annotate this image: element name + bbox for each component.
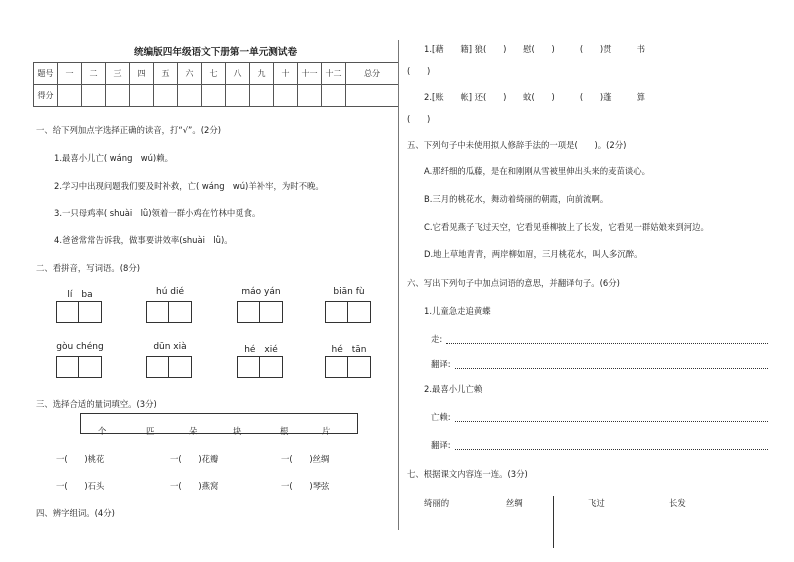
measure-word-box xyxy=(80,413,358,434)
score-header-label: 题号 xyxy=(34,63,58,85)
score-cell[interactable] xyxy=(106,85,130,107)
pinyin-word-group xyxy=(325,287,373,325)
section1-item: 3.一只母鸡率( shuài lǜ)领着一群小鸡在竹林中觅食。 xyxy=(54,208,261,218)
pinyin-word-group xyxy=(237,287,285,325)
pinyin-label: gòu chéng xyxy=(56,342,104,352)
pinyin-label: biān fù xyxy=(333,287,365,297)
score-table xyxy=(33,62,399,107)
score-col: 八 xyxy=(226,63,250,85)
score-table-header-row xyxy=(34,63,399,85)
section4-heading: 四、辨字组词。(4分) xyxy=(36,508,115,518)
answer-box[interactable] xyxy=(56,301,79,323)
measure-word: 片 xyxy=(322,426,331,436)
answer-box[interactable] xyxy=(325,356,348,378)
section3-heading: 三、选择合适的量词填空。(3分) xyxy=(36,399,157,409)
fill-item: 一( )石头 xyxy=(56,481,105,491)
pinyin-word-group xyxy=(56,342,104,380)
answer-box[interactable] xyxy=(79,301,102,323)
measure-word: 根 xyxy=(280,426,289,436)
match-word[interactable]: 绮丽的 xyxy=(424,498,450,508)
score-table-score-row xyxy=(34,85,399,107)
answer-line[interactable] xyxy=(455,449,768,450)
score-cell[interactable] xyxy=(322,85,346,107)
answer-box[interactable] xyxy=(348,301,371,323)
answer-line[interactable] xyxy=(455,368,768,369)
fill-item: 一( )花瓣 xyxy=(170,454,219,464)
pinyin-word-group xyxy=(146,287,194,325)
pinyin-word-group xyxy=(325,342,373,380)
answer-label: 翻译: xyxy=(431,359,451,369)
score-cell[interactable] xyxy=(250,85,274,107)
right-q1-line: 1.[藉 籍] 狼( ) 慰( ) ( )贯 书 xyxy=(424,44,646,54)
match-word[interactable]: 长发 xyxy=(669,498,686,508)
column-divider xyxy=(398,40,399,530)
pinyin-label: hé xié xyxy=(244,345,278,355)
score-col: 四 xyxy=(130,63,154,85)
score-col: 七 xyxy=(202,63,226,85)
score-col: 六 xyxy=(178,63,202,85)
page-title: 统编版四年级语文下册第一单元测试卷 xyxy=(134,47,298,58)
right-q1-line: ( ) xyxy=(407,114,431,124)
score-cell[interactable] xyxy=(154,85,178,107)
pinyin-label: dūn xià xyxy=(153,342,187,352)
section5-heading: 五、下列句子中未使用拟人修辞手法的一项是( )。(2分) xyxy=(407,140,627,150)
section5-option: A.那纤细的瓜藤，是在和刚刚从雪被里伸出头来的麦苗谈心。 xyxy=(424,166,650,176)
section5-option: C.它看见燕子飞过天空，它看见垂柳披上了长发，它看见一群姑娘来到河边。 xyxy=(424,222,709,232)
answer-line[interactable] xyxy=(446,343,768,344)
answer-box[interactable] xyxy=(237,301,260,323)
section1-item: 2.学习中出现问题我们要及时补救，亡( wáng wú)羊补牢，为时不晚。 xyxy=(54,181,324,191)
section1-item: 4.爸爸常常告诉我，做事要讲效率(shuài lǜ)。 xyxy=(54,235,233,245)
answer-label: 翻译: xyxy=(431,440,451,450)
measure-word: 块 xyxy=(233,426,242,436)
section6-heading: 六、写出下列句子中加点词语的意思，并翻译句子。(6分) xyxy=(407,278,620,288)
score-cell[interactable] xyxy=(178,85,202,107)
score-cell[interactable] xyxy=(274,85,298,107)
score-cell[interactable] xyxy=(226,85,250,107)
match-word[interactable]: 飞过 xyxy=(588,498,605,508)
measure-word: 个 xyxy=(98,426,107,436)
section6-item: 2.最喜小儿亡赖 xyxy=(424,384,483,394)
answer-box[interactable] xyxy=(325,301,348,323)
answer-box[interactable] xyxy=(237,356,260,378)
pinyin-label: máo yán xyxy=(241,287,281,297)
answer-box[interactable] xyxy=(260,356,283,378)
pinyin-word-group xyxy=(237,342,285,380)
score-total-cell[interactable] xyxy=(346,85,399,107)
section2-heading: 二、看拼音，写词语。(8分) xyxy=(36,263,140,273)
fill-item: 一( )琴弦 xyxy=(281,481,330,491)
score-col: 五 xyxy=(154,63,178,85)
measure-word: 朵 xyxy=(189,426,198,436)
score-col: 十二 xyxy=(322,63,346,85)
section7-heading: 七、根据课文内容连一连。(3分) xyxy=(407,469,528,479)
score-col: 一 xyxy=(58,63,82,85)
answer-label: 亡赖: xyxy=(431,412,451,422)
score-total-label: 总分 xyxy=(346,63,399,85)
answer-box[interactable] xyxy=(146,301,169,323)
section1-item: 1.最喜小儿亡( wáng wú)赖。 xyxy=(54,153,173,163)
score-cell[interactable] xyxy=(130,85,154,107)
pinyin-word-group xyxy=(146,342,194,380)
match-separator xyxy=(553,496,554,548)
score-col: 十一 xyxy=(298,63,322,85)
answer-line[interactable] xyxy=(455,421,768,422)
right-q1-line: ( ) xyxy=(407,66,431,76)
pinyin-label: hé tān xyxy=(331,345,367,355)
answer-box[interactable] xyxy=(56,356,79,378)
score-col: 三 xyxy=(106,63,130,85)
section5-option: D.地上草地青青，两岸柳如眉，三月桃花水，叫人多沉醉。 xyxy=(424,249,643,259)
score-row-label: 得分 xyxy=(34,85,58,107)
fill-item: 一( )燕窝 xyxy=(170,481,219,491)
fill-item: 一( )桃花 xyxy=(56,454,105,464)
answer-label: 走: xyxy=(431,334,443,344)
measure-word: 匹 xyxy=(146,426,155,436)
pinyin-label: lí ba xyxy=(67,290,93,300)
score-col: 九 xyxy=(250,63,274,85)
section6-item: 1.儿童急走追黄蝶 xyxy=(424,306,491,316)
section1-heading: 一、给下列加点字选择正确的读音，打“√”。(2分) xyxy=(36,125,222,135)
answer-box[interactable] xyxy=(169,356,192,378)
answer-box[interactable] xyxy=(348,356,371,378)
score-cell[interactable] xyxy=(58,85,82,107)
pinyin-label: hú dié xyxy=(155,287,185,297)
answer-box[interactable] xyxy=(79,356,102,378)
score-cell[interactable] xyxy=(298,85,322,107)
answer-box[interactable] xyxy=(260,301,283,323)
fill-item: 一( )丝绸 xyxy=(281,454,330,464)
answer-box[interactable] xyxy=(146,356,169,378)
pinyin-word-group xyxy=(56,287,104,325)
answer-box[interactable] xyxy=(169,301,192,323)
match-word[interactable]: 丝绸 xyxy=(506,498,523,508)
score-col: 二 xyxy=(82,63,106,85)
right-q1-line: 2.[账 帐] 还( ) 蚊( ) ( )蓬 算 xyxy=(424,92,646,102)
score-cell[interactable] xyxy=(202,85,226,107)
score-col: 十 xyxy=(274,63,298,85)
section5-option: B.三月的桃花水，舞动着绮丽的朝霞，向前流啊。 xyxy=(424,194,609,204)
score-cell[interactable] xyxy=(82,85,106,107)
